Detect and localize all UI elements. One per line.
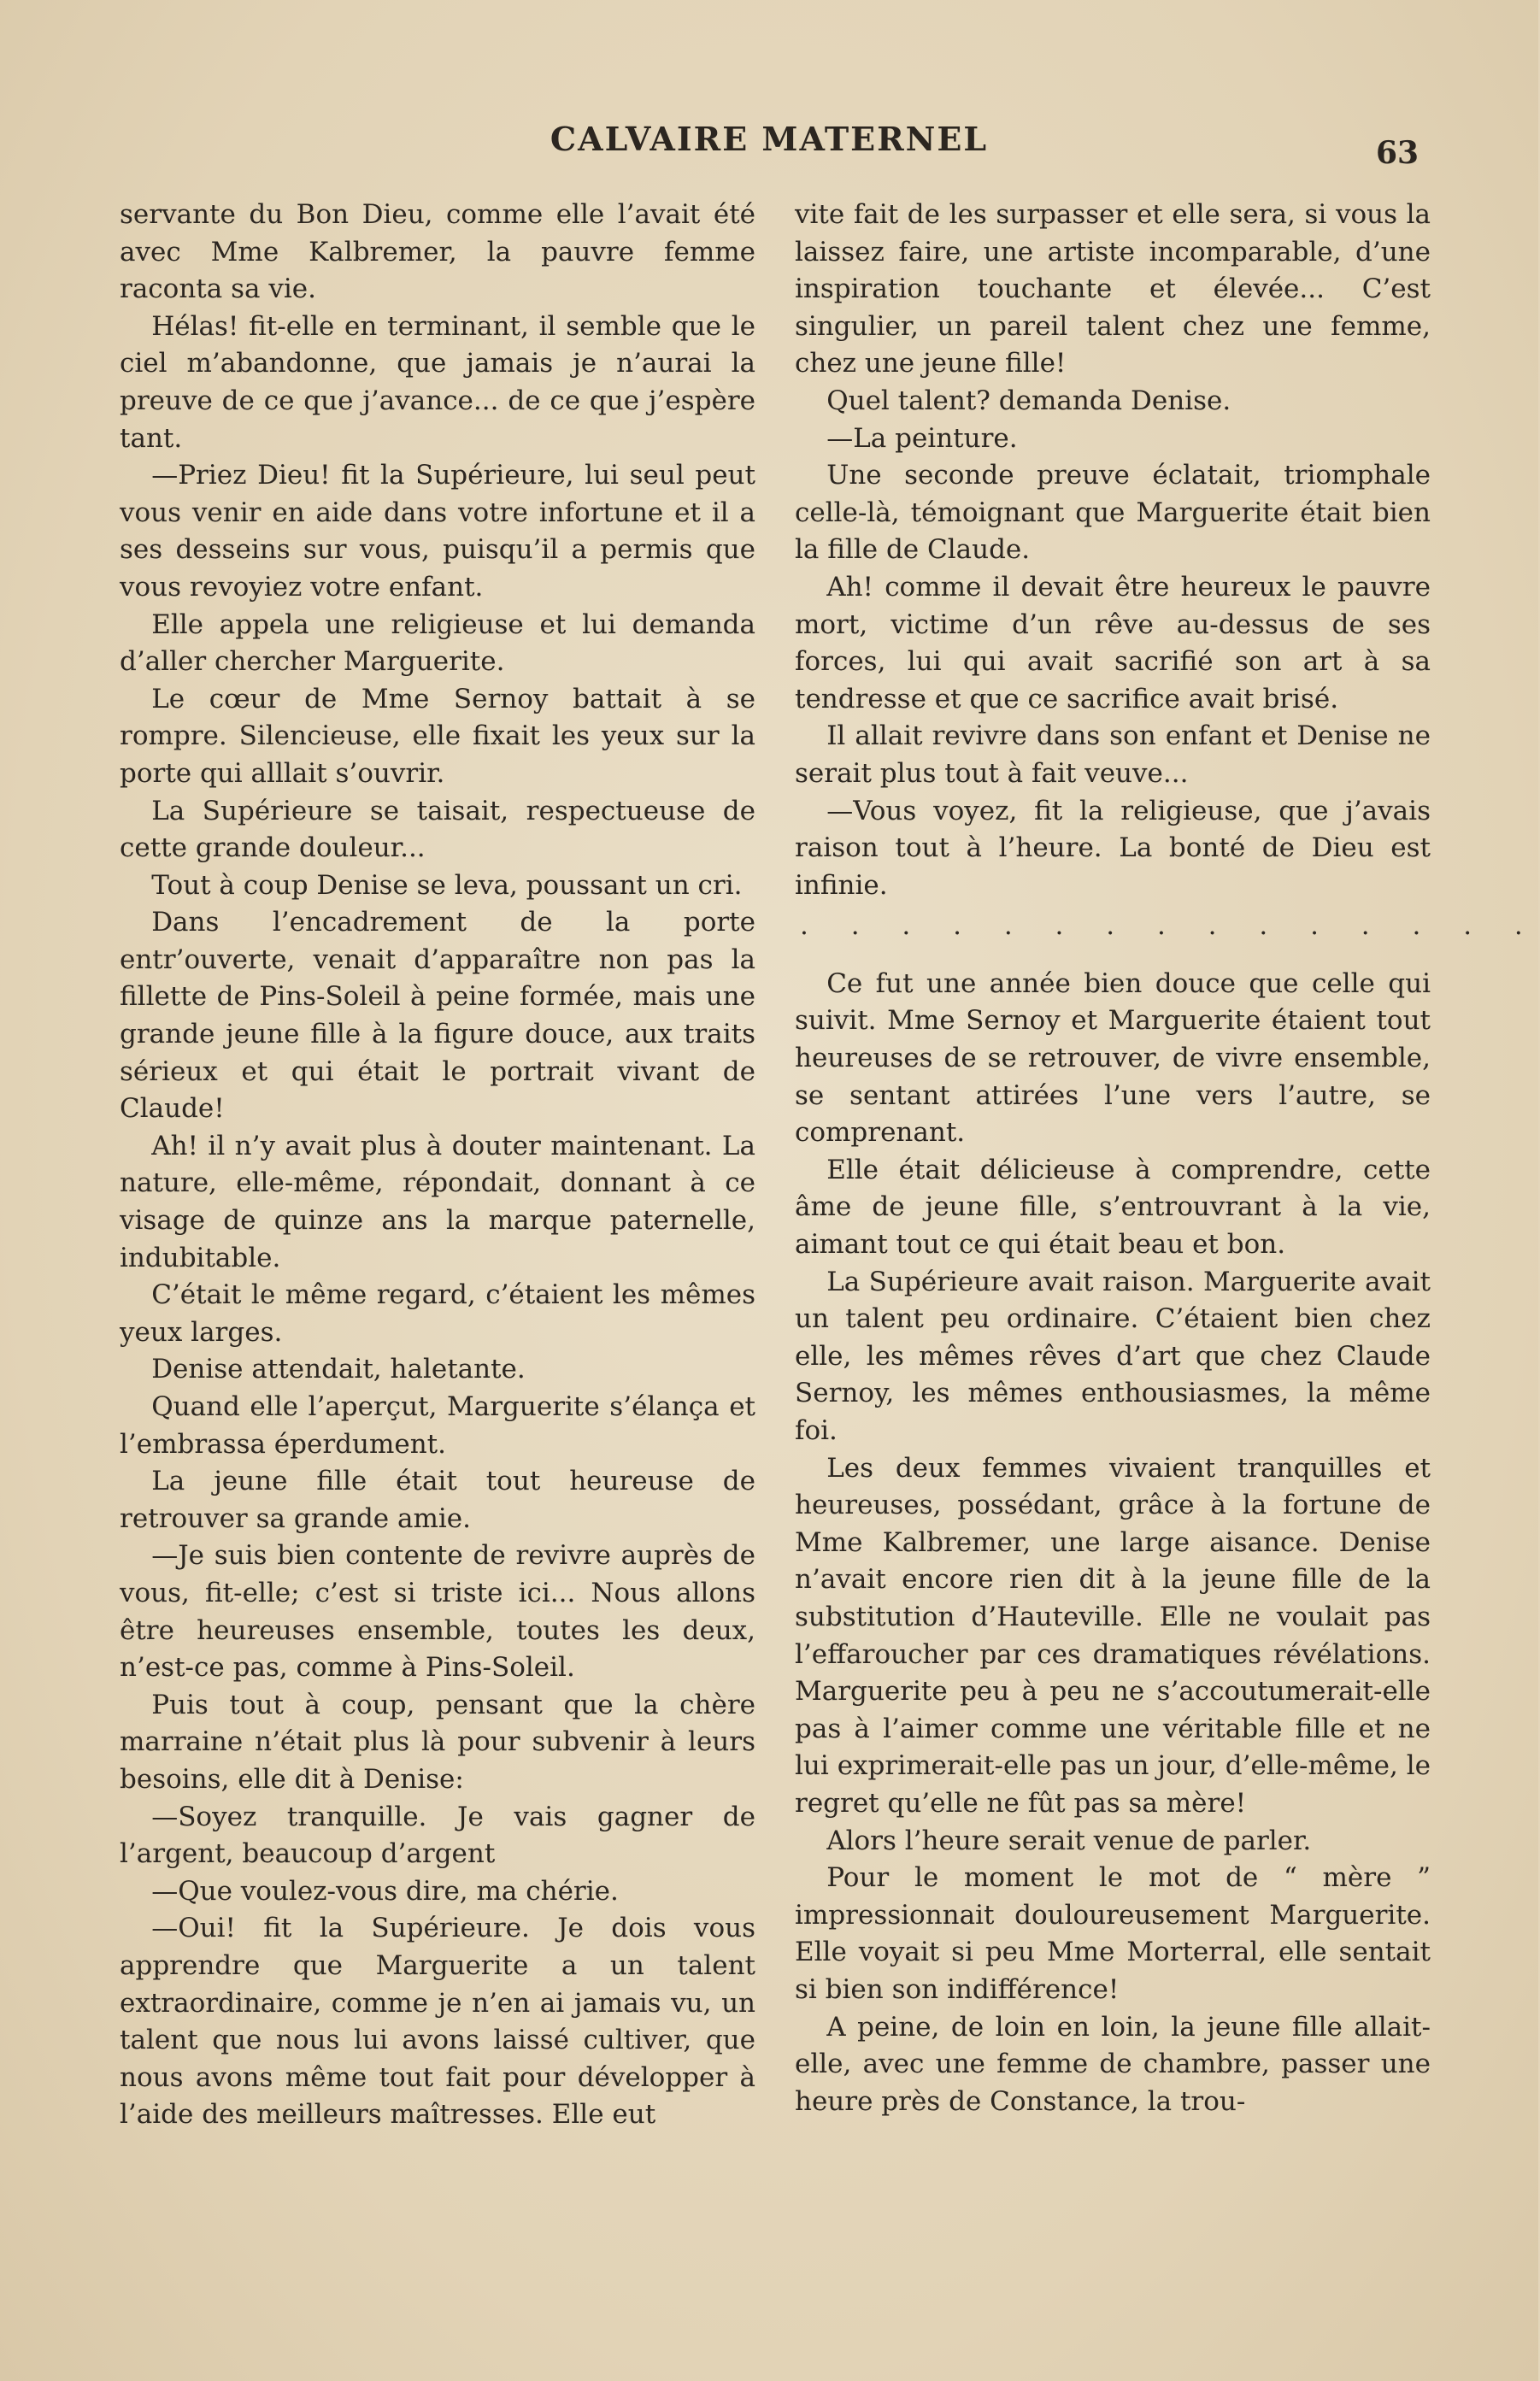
left-column xyxy=(120,197,755,2134)
paragraph: Elle appela une religieuse et lui demanda d’aller chercher Marguerite. xyxy=(120,608,755,678)
paragraph: —Soyez tranquille. Je vais gagner de l’argent, beaucoup d’argent xyxy=(120,1801,755,1870)
paragraph: Le cœur de Mme Sernoy battait à se rompre. Silencieuse, elle fixait les yeux sur la porte qui alllait s’ouvrir. xyxy=(120,683,755,789)
paragraph: La jeune fille était tout heureuse de retrouver sa grande amie. xyxy=(120,1466,755,1534)
paragraph: Denise attendait, haletante. xyxy=(151,1354,526,1385)
paragraph: A peine, de loin en loin, la jeune fille allait-elle, avec une femme de chambre, passer une heure près de Constance, la trou- xyxy=(795,2011,1431,2117)
paragraph: Une seconde preuve éclatait, triomphale celle-là, témoignant que Marguerite était bien la fille de Claude. xyxy=(795,460,1431,566)
paragraph: Il allait revivre dans son enfant et Denise ne serait plus tout à fait veuve... xyxy=(795,720,1431,789)
paragraph: Quel talent? demanda Denise. xyxy=(826,385,1231,416)
paragraph: —Vous voyez, fit la religieuse, que j’avais raison tout à l’heure. La bonté de Dieu est infinie. xyxy=(795,795,1431,901)
paragraph: servante du Bon Dieu, comme elle l’avait été avec Mme Kalbremer, la pauvre femme raconta sa vie. xyxy=(120,199,755,305)
paragraph: C’était le même regard, c’étaient les mêmes yeux larges. xyxy=(120,1279,755,1348)
paragraph: —Oui! fit la Supérieure. Je dois vous apprendre que Marguerite a un talent extraordinaire, comme je n’en ai jamais vu, un talent que nous lui avons laissé cultiver, que nous avons même tout fait pour développer à l’aide des meilleurs maîtresses. Elle eut xyxy=(120,1913,755,2131)
paragraph: —La peinture. xyxy=(826,422,1018,454)
paragraph: La Supérieure se taisait, respectueuse de cette grande douleur... xyxy=(120,795,755,864)
right-column xyxy=(795,197,1540,2120)
paragraph: Elle était délicieuse à comprendre, cette âme de jeune fille, s’entrouvrant à la vie, aimant tout ce qui était beau et bon. xyxy=(795,1154,1431,1261)
page-number: 63 xyxy=(1376,135,1420,171)
paragraph: —Que voulez-vous dire, ma chérie. xyxy=(151,1875,619,1907)
running-title: CALVAIRE MATERNEL xyxy=(550,120,989,158)
paragraph: Ce fut une année bien douce que celle qui suivit. Mme Sernoy et Marguerite étaient tout heureuses de se retrouver, de vivre ensemble, se sentant attirées l’une vers l’autre, se comprenant. xyxy=(795,967,1431,1149)
paragraph: Ah! comme il devait être heureux le pauvre mort, victime d’un rêve au-dessus de ses forces, lui qui avait sacrifié son art à sa tendresse et que ce sacrifice avait brisé. xyxy=(795,571,1431,714)
paragraph: vite fait de les surpasser et elle sera, si vous la laissez faire, une artiste incomparable, d’une inspiration touchante et élevée... C’est singulier, un pareil talent chez une femme, chez une jeune fille! xyxy=(795,199,1431,379)
paragraph: Alors l’heure serait venue de parler. xyxy=(826,1825,1312,1856)
paragraph: Les deux femmes vivaient tranquilles et heureuses, possédant, grâce à la fortune de Mme Kalbremer, une large aisance. Denise n’avait encore rien dit à la jeune fille de la substitution d’Hauteville. Elle ne voulait pas l’effaroucher par ces dramatiques révélations. Marguerite peu à peu ne s’accoutumerait-elle pas à l’aimer comme une véritable fille et ne lui exprimerait-elle pas un jour, d’elle-même, le regret qu’elle ne fût pas sa mère! xyxy=(795,1452,1431,1819)
paragraph: Hélas! fit-elle en terminant, il semble que le ciel m’abandonne, que jamais je n’aurai la preuve de ce que j’avance... de ce que j’espère tant. xyxy=(120,310,755,454)
paragraph: La Supérieure avait raison. Marguerite avait un talent peu ordinaire. C’étaient bien chez elle, les mêmes rêves d’art que chez Claude Sernoy, les mêmes enthousiasmes, la même foi. xyxy=(795,1266,1431,1446)
paragraph: —Priez Dieu! fit la Supérieure, lui seul peut vous venir en aide dans votre infortune et il a ses desseins sur vous, puisqu’il a permis que vous revoyiez votre enfant. xyxy=(120,460,755,603)
paragraph: Puis tout à coup, pensant que la chère marraine n’était plus là pour subvenir à leurs besoins, elle dit à Denise: xyxy=(120,1689,755,1795)
paragraph: Dans l’encadrement de la porte entr’ouverte, venait d’apparaître non pas la fillette de Pins-Soleil à peine formée, mais une grande jeune fille à la figure douce, aux traits sérieux et qui était le portrait vivant de Claude! xyxy=(120,907,755,1125)
paragraph: Ah! il n’y avait plus à douter maintenant. La nature, elle-même, répondait, donnant à ce visage de quinze ans la marque paternelle, indubitable. xyxy=(120,1130,755,1273)
paragraph: Quand elle l’aperçut, Marguerite s’élança et l’embrassa éperdument. xyxy=(120,1391,755,1460)
section-break: . . . . . . . . . . . . . . . xyxy=(800,910,1540,942)
paragraph: Pour le moment le mot de “ mère ” impressionnait douloureusement Marguerite. Elle voyait si peu Mme Morterral, elle sentait si bien son indifférence! xyxy=(795,1862,1431,2005)
paragraph: —Je suis bien contente de revivre auprès de vous, fit-elle; c’est si triste ici... Nous allons être heureuses ensemble, toutes les deux, n’est-ce pas, comme à Pins-Soleil. xyxy=(120,1540,755,1684)
paragraph: Tout à coup Denise se leva, poussant un cri. xyxy=(151,869,743,901)
